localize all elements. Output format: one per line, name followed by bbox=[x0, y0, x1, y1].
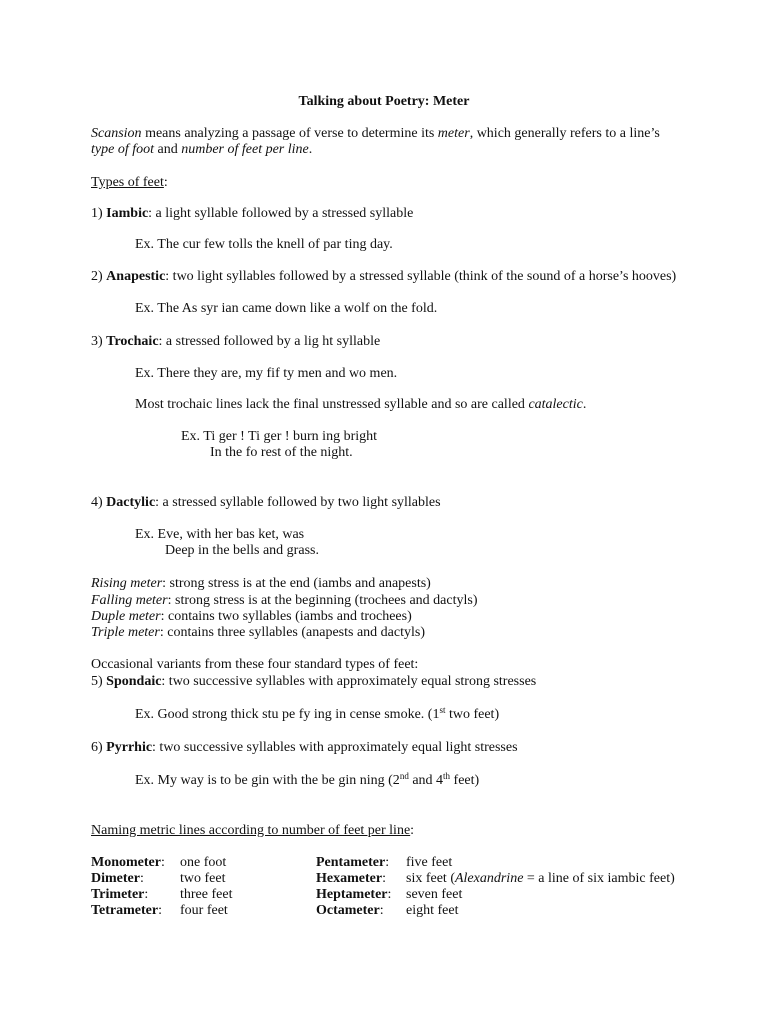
example-text: and 4 bbox=[408, 773, 444, 788]
foot-anapestic bbox=[91, 269, 676, 285]
foot-number: 6) bbox=[91, 740, 107, 755]
line-name: Octameter bbox=[316, 903, 380, 918]
meter-definition: : strong stress is at the beginning (trochees and dactyls) bbox=[167, 593, 478, 608]
page-title: Talking about Poetry: Meter bbox=[298, 94, 470, 109]
ordinal-suffix: nd bbox=[399, 771, 409, 781]
line-colon: : bbox=[158, 903, 162, 918]
foot-name: Spondaic bbox=[106, 674, 162, 689]
foot-name: Anapestic bbox=[106, 269, 166, 284]
line-name-tetrameter bbox=[91, 903, 162, 919]
note-text: . bbox=[582, 397, 587, 412]
example-anapestic: Ex. The As syr ian came down like a wolf on the fold. bbox=[135, 301, 438, 316]
line-name: Pentameter bbox=[316, 855, 386, 870]
foot-spondaic bbox=[91, 674, 536, 690]
line-desc-monometer: one foot bbox=[180, 855, 227, 870]
line-name: Trimeter bbox=[91, 887, 145, 902]
foot-definition: : two successive syllables with approximately equal light stresses bbox=[152, 740, 518, 755]
foot-number: 5) bbox=[91, 674, 107, 689]
trochaic-note bbox=[135, 397, 586, 413]
meter-term: Falling meter bbox=[91, 593, 168, 608]
foot-dactylic bbox=[91, 495, 441, 511]
naming-heading-text: Naming metric lines according to number of feet per line bbox=[91, 823, 411, 838]
meter-definition: : contains two syllables (iambs and trochees) bbox=[160, 609, 412, 624]
example-dactylic-line-2: Deep in the bells and grass. bbox=[165, 543, 319, 558]
foot-definition: : a stressed syllable followed by two light syllables bbox=[155, 495, 441, 510]
example-text: two feet) bbox=[445, 707, 500, 722]
line-desc-octameter: eight feet bbox=[406, 903, 459, 918]
term-alexandrine: Alexandrine bbox=[454, 871, 524, 886]
line-name: Tetrameter bbox=[91, 903, 159, 918]
intro-line-2 bbox=[91, 142, 312, 158]
example-dactylic-line-1: Ex. Eve, with her bas ket, was bbox=[135, 527, 305, 542]
example-trochaic: Ex. There they are, my fif ty men and wo men. bbox=[135, 366, 398, 381]
line-desc-text: = a line of six iambic feet) bbox=[523, 871, 675, 886]
line-colon: : bbox=[382, 871, 386, 886]
line-name-hexameter bbox=[316, 871, 386, 887]
term-number-of-feet: number of feet per line bbox=[181, 142, 309, 157]
line-name: Dimeter bbox=[91, 871, 140, 886]
types-heading bbox=[91, 175, 168, 191]
note-text: Most trochaic lines lack the final unstressed syllable and so are called bbox=[135, 397, 529, 412]
meter-term: Duple meter bbox=[91, 609, 161, 624]
naming-heading-colon: : bbox=[410, 823, 415, 838]
naming-heading bbox=[91, 823, 414, 839]
line-desc-dimeter: two feet bbox=[180, 871, 226, 886]
foot-number: 4) bbox=[91, 495, 107, 510]
example-catalectic-line-2: In the fo rest of the night. bbox=[210, 445, 353, 460]
example-text: Ex. Good strong thick stu pe fy ing in cense smoke. (1 bbox=[135, 707, 440, 722]
foot-iambic bbox=[91, 206, 413, 222]
line-colon: : bbox=[160, 855, 165, 870]
line-desc-pentameter: five feet bbox=[406, 855, 453, 870]
intro-text: means analyzing a passage of verse to determine its bbox=[141, 126, 438, 141]
meter-triple bbox=[91, 625, 425, 641]
foot-definition: : two light syllables followed by a stressed syllable (think of the sound of a horse’s hooves) bbox=[165, 269, 677, 284]
line-desc-trimeter: three feet bbox=[180, 887, 233, 902]
line-name-pentameter bbox=[316, 855, 389, 871]
foot-pyrrhic bbox=[91, 740, 518, 756]
meter-term: Rising meter bbox=[91, 576, 163, 591]
foot-definition: : a light syllable followed by a stressed syllable bbox=[148, 206, 414, 221]
line-desc-tetrameter: four feet bbox=[180, 903, 228, 918]
line-name-dimeter bbox=[91, 871, 144, 887]
example-pyrrhic bbox=[135, 773, 479, 789]
foot-number: 2) bbox=[91, 269, 107, 284]
line-name-heptameter bbox=[316, 887, 391, 903]
line-name-trimeter bbox=[91, 887, 148, 903]
line-colon: : bbox=[139, 871, 144, 886]
foot-name: Trochaic bbox=[106, 334, 159, 349]
intro-text: . bbox=[308, 142, 313, 157]
foot-name: Dactylic bbox=[106, 495, 156, 510]
intro-text: and bbox=[154, 142, 182, 157]
ordinal-suffix: st bbox=[439, 705, 446, 715]
foot-definition: : two successive syllables with approximately equal strong stresses bbox=[161, 674, 537, 689]
types-heading-text: Types of feet bbox=[91, 175, 164, 190]
intro-text: , which generally refers to a line’s bbox=[469, 126, 660, 141]
meter-term: Triple meter bbox=[91, 625, 160, 640]
term-type-of-foot: type of foot bbox=[91, 142, 154, 157]
line-name: Heptameter bbox=[316, 887, 388, 902]
ordinal-suffix: th bbox=[443, 771, 451, 781]
line-colon: : bbox=[385, 855, 390, 870]
meter-duple bbox=[91, 609, 412, 625]
example-iambic: Ex. The cur few tolls the knell of par ting day. bbox=[135, 237, 393, 252]
line-colon: : bbox=[379, 903, 384, 918]
term-meter: meter bbox=[437, 126, 470, 141]
foot-definition: : a stressed followed by a lig ht syllable bbox=[158, 334, 381, 349]
line-name: Hexameter bbox=[316, 871, 383, 886]
foot-number: 3) bbox=[91, 334, 107, 349]
types-heading-colon: : bbox=[163, 175, 168, 190]
foot-name: Iambic bbox=[106, 206, 149, 221]
line-desc-hexameter bbox=[406, 871, 675, 887]
meter-rising bbox=[91, 576, 431, 592]
line-desc-text: six feet ( bbox=[406, 871, 455, 886]
meter-falling bbox=[91, 593, 477, 609]
example-spondaic bbox=[135, 707, 499, 723]
meter-definition: : strong stress is at the end (iambs and anapests) bbox=[162, 576, 431, 591]
intro-line-1 bbox=[91, 126, 660, 142]
example-text: Ex. My way is to be gin with the be gin ning (2 bbox=[135, 773, 400, 788]
meter-definition: : contains three syllables (anapests and dactyls) bbox=[159, 625, 425, 640]
term-catalectic: catalectic bbox=[528, 397, 583, 412]
line-desc-heptameter: seven feet bbox=[406, 887, 463, 902]
foot-trochaic bbox=[91, 334, 380, 350]
foot-name: Pyrrhic bbox=[106, 740, 153, 755]
line-colon: : bbox=[144, 887, 149, 902]
line-name-octameter bbox=[316, 903, 384, 919]
foot-number: 1) bbox=[91, 206, 107, 221]
example-catalectic-line-1: Ex. Ti ger ! Ti ger ! burn ing bright bbox=[181, 429, 378, 444]
example-text: feet) bbox=[450, 773, 480, 788]
line-colon: : bbox=[387, 887, 392, 902]
line-name-monometer bbox=[91, 855, 165, 871]
term-scansion: Scansion bbox=[91, 126, 142, 141]
variants-intro: Occasional variants from these four standard types of feet: bbox=[91, 657, 419, 672]
line-name: Monometer bbox=[91, 855, 161, 870]
